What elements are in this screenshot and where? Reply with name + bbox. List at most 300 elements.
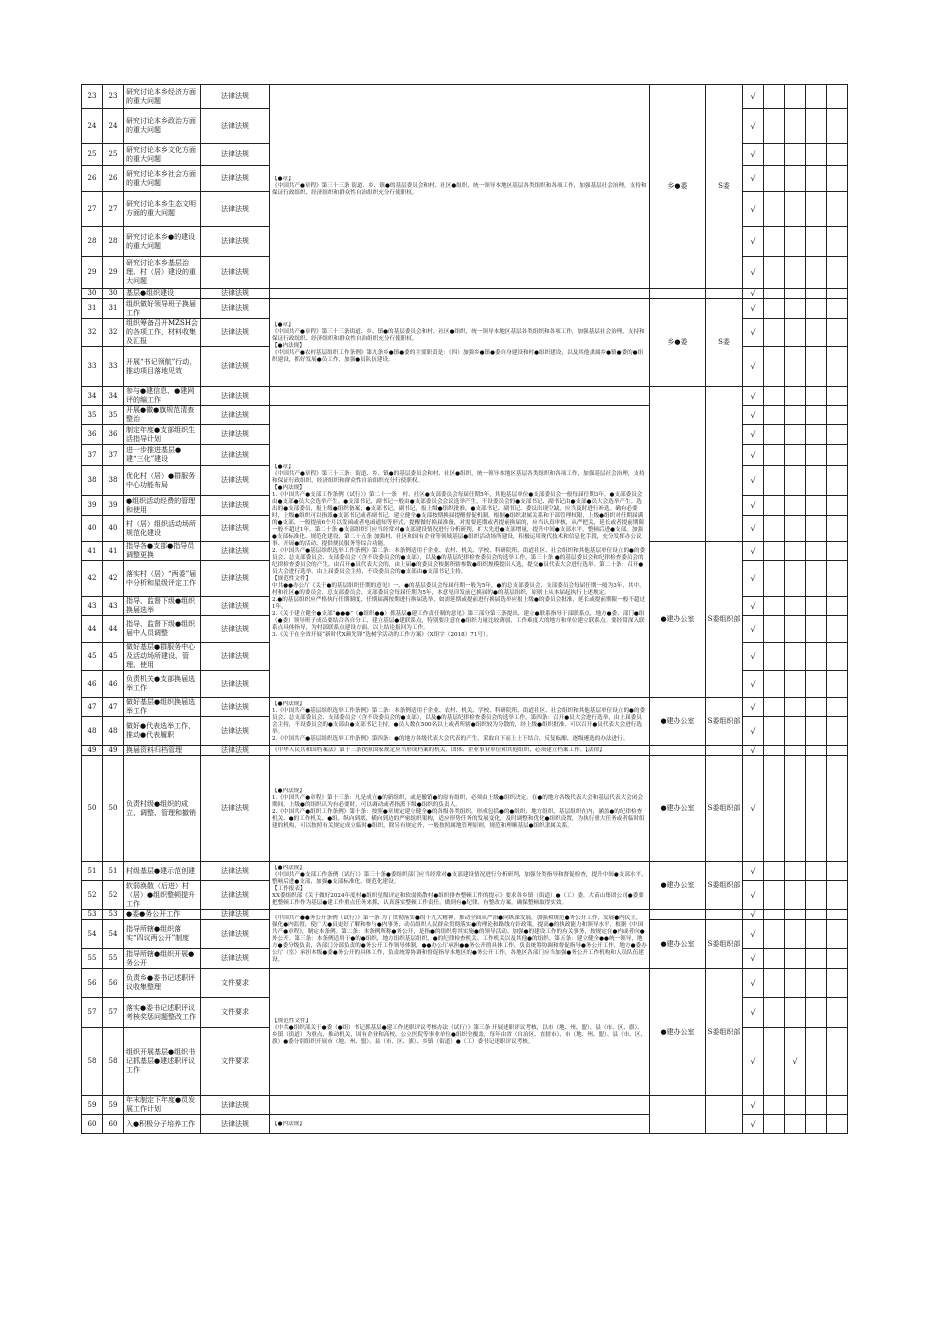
row-seq: 42 (82, 561, 103, 597)
check-cell-1: √ (743, 85, 764, 109)
basis-text: 《中华人民共和国档案法》第十三条按照国家规定应当形成档案的机关、团体、企业事业单位和其他组织，必须建立档案工作。【法律】 (272, 747, 605, 753)
row-source-type: 法律法规 (201, 671, 270, 698)
row-item-no: 25 (103, 144, 124, 166)
row-seq: 28 (82, 227, 103, 257)
row-seq: 26 (82, 166, 103, 192)
supervising-unit-cell (706, 910, 743, 920)
row-seq: 48 (82, 717, 103, 746)
row-seq: 59 (82, 1096, 103, 1115)
check-cell-4 (806, 299, 827, 319)
check-cell-2 (764, 85, 785, 109)
lead-unit-cell (650, 910, 706, 920)
check-cell-2 (764, 542, 785, 561)
check-cell-2 (764, 698, 785, 717)
check-cell-1: √ (743, 257, 764, 289)
check-cell-4 (806, 85, 827, 109)
row-task: 研究讨论本乡社会方面的重大问题 (124, 166, 201, 192)
table-row (82, 969, 848, 998)
row-task: 软弱涣散（后进）村（居）●组织整顿提升工作 (124, 881, 201, 910)
row-seq: 36 (82, 425, 103, 445)
basis-text: 【规范性文件】 《中共●组织部关于●委（●组）书记抓基层●建工作述职评议考核办法（试行）》第三条 开展述职评议考核，以市（地、州、盟）、县（市、区、旗）、乡镇（街道）为重点，推动机关、国有企业和高校、公立医院等事业单位●组织全覆盖，每年由省（自治区、直辖市）、市（地、州、盟）、县（市、区、旗）●委分别组织开展市（地、州、盟）、县（市、区、旗）、乡镇（街道）●（工）委书记述职评议考核。 (272, 1018, 647, 1045)
row-seq: 23 (82, 85, 103, 109)
basis-text: 【●章】 《中国共产●章程》第三十三条街道、乡、镇●的基层委员会和村、社区●组织，统一领导本地区基层各类组织和各项工作，加强基层社会治理，支持和保证行政组织、经济组织和群众性自治组织充分行使职权。 【●内法规】 《中国共产●农村基层组织工作条例》第九条乡●镇●委的主要职责是：（四）加强乡●镇●委自身建设和村●组织建设，以及其他隶属乡●镇●委的●组织建设，抓好发展●员工作，加强●员队伍建设。 (272, 321, 645, 363)
check-cell-3 (785, 998, 806, 1028)
check-cell-2 (764, 643, 785, 671)
basis-text-cell (270, 299, 650, 387)
basis-text: 【●章】 《中国共产●章程》第三十三条 街道、乡、镇●的基层委员会和村、社区●组织，统一领导本地区基层各类组织和各项工作，加强基层社会治理，支持和保证行政组织、经济组织和群众性自治组织充分行使职权。 (272, 176, 647, 196)
check-cell-4 (806, 561, 827, 597)
row-item-no: 36 (103, 425, 124, 445)
check-cell-2 (764, 998, 785, 1028)
check-cell-3 (785, 289, 806, 299)
row-item-no: 58 (103, 1028, 124, 1096)
row-source-type: 法律法规 (201, 597, 270, 616)
row-item-no: 43 (103, 597, 124, 616)
check-cell-3 (785, 1096, 806, 1115)
check-cell-2 (764, 425, 785, 445)
check-cell-2 (764, 969, 785, 998)
row-task: 研究讨论本乡政治方面的重大问题 (124, 109, 201, 144)
row-seq: 49 (82, 746, 103, 756)
check-cell-4 (806, 387, 827, 406)
check-cell-4 (806, 717, 827, 746)
check-cell-2 (764, 144, 785, 166)
check-cell-1: √ (743, 299, 764, 319)
row-item-no: 54 (103, 920, 124, 949)
check-cell-3 (785, 881, 806, 910)
check-cell-2 (764, 387, 785, 406)
supervising-unit-cell: S委组织部 (706, 756, 743, 862)
row-task: 做好基层●组织换届选举工作 (124, 698, 201, 717)
check-cell-1: √ (743, 671, 764, 698)
check-cell-3 (785, 542, 806, 561)
check-cell-3 (785, 85, 806, 109)
check-cell-3 (785, 144, 806, 166)
check-cell-3 (785, 969, 806, 998)
basis-text-cell (270, 85, 650, 289)
row-task: 指导所辖●组织开展●务公开 (124, 949, 201, 969)
check-cell-4 (806, 671, 827, 698)
check-cell-4 (806, 319, 827, 347)
row-item-no: 37 (103, 445, 124, 466)
check-cell-1: √ (743, 616, 764, 643)
row-source-type: 法律法规 (201, 616, 270, 643)
row-seq: 43 (82, 597, 103, 616)
row-item-no: 48 (103, 717, 124, 746)
check-cell-3 (785, 166, 806, 192)
row-seq: 44 (82, 616, 103, 643)
row-item-no: 51 (103, 862, 124, 881)
check-cell-5 (827, 542, 848, 561)
lead-unit-cell: 乡●委 (650, 85, 706, 289)
row-task: 参与●建信息、●建网评的编工作 (124, 387, 201, 406)
row-seq: 35 (82, 406, 103, 425)
check-cell-5 (827, 1028, 848, 1096)
check-cell-2 (764, 109, 785, 144)
lead-unit-cell (650, 289, 706, 299)
row-seq: 51 (82, 862, 103, 881)
check-cell-1: √ (743, 406, 764, 425)
check-cell-1: √ (743, 597, 764, 616)
check-cell-5 (827, 387, 848, 406)
check-cell-2 (764, 445, 785, 466)
lead-unit-cell: ●建办公室 (650, 920, 706, 969)
row-task: 开展“书记领航”行动，推动项目落地见效 (124, 347, 201, 387)
row-source-type: 法律法规 (201, 144, 270, 166)
check-cell-5 (827, 949, 848, 969)
row-seq: 46 (82, 671, 103, 698)
check-cell-4 (806, 227, 827, 257)
row-task: 做好基层●群服务中心及活动场所建设、管理、使用 (124, 643, 201, 671)
check-cell-5 (827, 920, 848, 949)
supervising-unit-cell: S委组织部 (706, 920, 743, 969)
row-item-no: 52 (103, 881, 124, 910)
row-source-type: 法律法规 (201, 85, 270, 109)
basis-text-cell (270, 756, 650, 862)
row-item-no: 38 (103, 466, 124, 496)
row-seq: 38 (82, 466, 103, 496)
row-item-no: 53 (103, 910, 124, 920)
lead-unit-cell (650, 387, 706, 542)
row-source-type: 法律法规 (201, 756, 270, 862)
check-cell-3 (785, 561, 806, 597)
row-item-no: 23 (103, 85, 124, 109)
check-cell-3 (785, 910, 806, 920)
row-source-type: 法律法规 (201, 1115, 270, 1134)
row-source-type: 法律法规 (201, 406, 270, 425)
supervising-unit-cell: S委 (706, 299, 743, 387)
row-seq: 58 (82, 1028, 103, 1096)
row-task: 组织开展基层●组织书记抓基层●建述职评议工作 (124, 1028, 201, 1096)
check-cell-1: √ (743, 881, 764, 910)
row-item-no: 24 (103, 109, 124, 144)
supervising-unit-cell: S委组织部 (706, 542, 743, 698)
row-seq: 54 (82, 920, 103, 949)
row-seq: 39 (82, 496, 103, 516)
check-cell-4 (806, 616, 827, 643)
row-source-type: 法律法规 (201, 387, 270, 406)
table-row (82, 85, 848, 109)
basis-text: 【●内法规】 1.《中国共产●基层组织选举工作条例》第二条：本条例适用于企业、农村、机关、学校、科研院所、街道社区、社会组织和其他基层单位设立的●的委员会、总支部委员会、支部委员会（含不设委员会的●支部），以及●的基层纪律检查委员会的选举工作。第四条：召开●员大会进行选举，由上届委员会主持，不设委员会的●支部由●支部书记主持，●员人数在500名以上或者所辖●组织较为分散的，经上级●组织批准，可以召开●员代表大会进行选举。 2.《中国共产●基层组织选举工作条例》第四条：●的地方各级代表大会代表的产生，采取自下而上上下结合、反复酝酿、逐级遴选的办法进行。 (272, 700, 646, 742)
check-cell-5 (827, 299, 848, 319)
check-cell-4 (806, 192, 827, 227)
check-cell-5 (827, 969, 848, 998)
basis-text: 【●内法规】 1.《中国共产●章程》第十三条：凡是成立●的新组织，或是撤销●的原有组织，必须由上级●组织决定。在●的地方各级代表大会和基层代表大会闭会期间，上级●的组织认为有必要时，可以调动或者指派下级●组织的负责人。 2.《中国共产●组织工作条例》第十条：按照●章规定建立健全●的各级各类组织，形成包括●的●组织、地方组织、基层组织在内，涵盖●的纪律检查机关、●的工作机关、●组、纵向到底、横向到边的严密组织架构，适应形势任务的发展变化，及时调整和优化●组织设置，为执行重大任务或者临时组建的机构，可以按照有关规定成立临时●组织，除另有规定外，一般按照属地管理原则，规范和理顺基层●组织隶属关系。 (272, 787, 645, 829)
check-cell-4 (806, 109, 827, 144)
row-item-no: 57 (103, 998, 124, 1028)
row-seq: 30 (82, 289, 103, 299)
row-item-no: 32 (103, 319, 124, 347)
check-cell-5 (827, 643, 848, 671)
row-source-type: 法律法规 (201, 949, 270, 969)
row-seq: 56 (82, 969, 103, 998)
check-cell-2 (764, 319, 785, 347)
row-item-no: 33 (103, 347, 124, 387)
check-cell-2 (764, 1096, 785, 1115)
check-cell-5 (827, 425, 848, 445)
check-cell-1: √ (743, 1096, 764, 1115)
check-cell-5 (827, 516, 848, 542)
supervising-unit-cell: S委组织部 (706, 969, 743, 1096)
row-item-no: 60 (103, 1115, 124, 1134)
check-cell-3 (785, 516, 806, 542)
check-cell-2 (764, 910, 785, 920)
row-seq: 55 (82, 949, 103, 969)
check-cell-4 (806, 1096, 827, 1115)
row-task: 负责乡●委书记述职评议收集整理 (124, 969, 201, 998)
check-cell-1: √ (743, 109, 764, 144)
check-cell-1: √ (743, 862, 764, 881)
check-cell-2 (764, 516, 785, 542)
row-seq: 37 (82, 445, 103, 466)
row-item-no: 44 (103, 616, 124, 643)
row-task: 开展●徽●旗规范清查整治 (124, 406, 201, 425)
row-source-type: 法律法规 (201, 299, 270, 319)
row-seq: 34 (82, 387, 103, 406)
check-cell-2 (764, 192, 785, 227)
basis-text-cell (270, 698, 650, 746)
row-source-type: 文件要求 (201, 1028, 270, 1096)
check-cell-2 (764, 746, 785, 756)
check-cell-3 (785, 597, 806, 616)
row-task: 村级基层●建示范创建 (124, 862, 201, 881)
row-item-no: 56 (103, 969, 124, 998)
basis-text: 【●内法规】 《中国共产●支部工作条例（试行）》第三十条●委组织部门应当经常对●支部建设情况进行分析研判，加强分类指导和督促检查，提升中间●支部水平，整顿后进●支部，加强●支部标准化、规范化建设。 【工作报表】 XX委组织部《关于做好2024年度村●组织星级评定和软弱涣散村●组织排查整顿工作的提示》要求各乡镇（街道）●（工）委，大苗山集团公司●委要把整顿工作作为基层●建工作重点任务来抓，认真落实整顿工作责任，做到有●纪律，有整改方案，确保整顿取得实效。 (272, 864, 647, 906)
check-cell-3 (785, 425, 806, 445)
check-cell-4 (806, 257, 827, 289)
row-task: 入●积极分子培养工作 (124, 1115, 201, 1134)
row-seq: 24 (82, 109, 103, 144)
check-cell-1: √ (743, 192, 764, 227)
check-cell-1: √ (743, 516, 764, 542)
row-seq: 40 (82, 516, 103, 542)
check-cell-2 (764, 862, 785, 881)
lead-unit-cell: ●建办公室 (650, 698, 706, 746)
row-task: 换届资料归档管理 (124, 746, 201, 756)
check-cell-3 (785, 746, 806, 756)
check-cell-3 (785, 671, 806, 698)
lead-unit-cell (650, 746, 706, 756)
check-cell-4 (806, 1115, 827, 1134)
row-seq: 47 (82, 698, 103, 717)
row-source-type: 法律法规 (201, 257, 270, 289)
check-cell-2 (764, 347, 785, 387)
check-cell-3 (785, 192, 806, 227)
row-source-type: 法律法规 (201, 746, 270, 756)
check-cell-5 (827, 616, 848, 643)
supervising-unit-cell (706, 289, 743, 299)
supervising-unit-cell (706, 746, 743, 756)
lead-unit-cell (650, 1096, 706, 1134)
check-cell-3 (785, 616, 806, 643)
check-cell-1: √ (743, 319, 764, 347)
check-cell-5 (827, 597, 848, 616)
basis-text: 【●内法规】 (272, 1120, 305, 1127)
row-item-no: 47 (103, 698, 124, 717)
row-task: 组织筹备召开MZSH会的各项工作，材料收集及汇报 (124, 319, 201, 347)
check-cell-5 (827, 257, 848, 289)
row-task: 落实村（居）“两委”届中分析和星级评定工作 (124, 561, 201, 597)
row-source-type: 文件要求 (201, 969, 270, 998)
check-cell-1: √ (743, 717, 764, 746)
check-cell-2 (764, 406, 785, 425)
check-cell-3 (785, 920, 806, 949)
check-cell-5 (827, 496, 848, 516)
basis-text-cell (270, 1096, 650, 1115)
supervising-unit-cell (706, 387, 743, 542)
check-cell-1: √ (743, 910, 764, 920)
duty-list-page (81, 84, 847, 1134)
check-cell-2 (764, 227, 785, 257)
row-item-no: 55 (103, 949, 124, 969)
check-cell-3 (785, 643, 806, 671)
check-cell-1: √ (743, 698, 764, 717)
check-cell-3 (785, 299, 806, 319)
check-cell-1: √ (743, 561, 764, 597)
check-cell-4 (806, 347, 827, 387)
check-cell-1: √ (743, 998, 764, 1028)
row-source-type: 法律法规 (201, 425, 270, 445)
check-cell-4 (806, 698, 827, 717)
row-item-no: 42 (103, 561, 124, 597)
check-cell-5 (827, 85, 848, 109)
row-source-type: 法律法规 (201, 516, 270, 542)
check-cell-4 (806, 1028, 827, 1096)
row-source-type: 文件要求 (201, 998, 270, 1028)
row-task: 研究讨论本乡经济方面的重大问题 (124, 85, 201, 109)
row-task: 落实●委书记述职评议考核奖惩问题整改工作 (124, 998, 201, 1028)
supervising-unit-cell: S委组织部 (706, 862, 743, 910)
check-cell-5 (827, 698, 848, 717)
check-cell-1: √ (743, 347, 764, 387)
table-row (82, 387, 848, 406)
check-cell-4 (806, 746, 827, 756)
row-source-type: 法律法规 (201, 920, 270, 949)
check-cell-4 (806, 756, 827, 862)
check-cell-1: √ (743, 756, 764, 862)
row-task: 进一步推进基层●建“三化”建设 (124, 445, 201, 466)
check-cell-2 (764, 717, 785, 746)
row-task: 基层●组织建设 (124, 289, 201, 299)
row-seq: 60 (82, 1115, 103, 1134)
supervising-unit-cell: S委组织部 (706, 698, 743, 746)
row-source-type: 法律法规 (201, 166, 270, 192)
check-cell-2 (764, 496, 785, 516)
check-cell-5 (827, 862, 848, 881)
check-cell-1: √ (743, 969, 764, 998)
row-item-no: 50 (103, 756, 124, 862)
row-source-type: 法律法规 (201, 319, 270, 347)
row-source-type: 法律法规 (201, 289, 270, 299)
row-item-no: 31 (103, 299, 124, 319)
basis-text-cell (270, 289, 650, 299)
check-cell-2 (764, 756, 785, 862)
check-cell-4 (806, 920, 827, 949)
row-task: ●组织活动经费的管理和使用 (124, 496, 201, 516)
check-cell-4 (806, 969, 827, 998)
basis-text-cell (270, 387, 650, 406)
check-cell-2 (764, 1028, 785, 1096)
lead-unit-cell: ●建办公室 (650, 862, 706, 910)
check-cell-3 (785, 109, 806, 144)
basis-text-cell (270, 746, 650, 756)
check-cell-4 (806, 862, 827, 881)
table-row (82, 756, 848, 862)
check-cell-1: √ (743, 445, 764, 466)
check-cell-1: √ (743, 496, 764, 516)
check-cell-4 (806, 516, 827, 542)
check-cell-4 (806, 425, 827, 445)
row-item-no: 29 (103, 257, 124, 289)
row-seq: 45 (82, 643, 103, 671)
row-seq: 50 (82, 756, 103, 862)
row-item-no: 59 (103, 1096, 124, 1115)
basis-text: 【●章】 《中国共产●章程》第三十三条：街道、乡、镇●的基层委员会和村、社区●组织，统一领导本地区基层各类组织和各项工作，加强基层社会治理，支持和保证行政组织、经济组织和群众性自治组织充分行使职权。 【●内法规】 1.《中国共产●支部工作条例（试行）》第二十一条 村、社区●支部委员会每届任期5年，其他基层单位●支部委员会一般每届任期3年。●支部委员会由●支部●员大会选举产生。●支部书记、副书记一般由●支部委员会会议选举产生，不设委员会的●支部书记、副书记由●支部●员大会选举产生。选出的●支部委员，报上级●组织备案；●支部书记、副书记，报上级●组织批准。●支部书记、副书记、委员出现空缺，应当及时进行补选。确有必要时，上级●组织可以指派●支部书记或者副书记，建立健全●支部按期换届提醒督促机制，根据●组织隶属关系和干部管理权限，上级●组织对任期届满的●支部，一般提前6个月以发函或者电函通知等形式，提醒做好换届准备，对需要延期或者提前换届的，应当认真审核，从严把关，延长或者提前期限一般不超过1年。第二十条 ●支部组织门应当经常对●支部建设情况进行分析研判，扩大先进●支部增量，提升中间●支部水平，整顿后进●支部，加强●支部标准化、规范化建设，第二十五条 加强村、社区和国有企业等领域基层●组织活动场所建设，积极运用现代技术和信息化手段，充分发挥办公议事、开展●的活动、提供便民服务等综合功能。 2.《中国共产●基层组织选举工作条例》第二条：本条例适用于企业、农村、机关、学校、科研院所、街道社区、社会组织和其他基层单位设立的●的委员会、总支部委员会、支部委员会（含不设委员会的●支部），以及●的基层纪律检查委员会的选举工作。第三十条 ●的基层委员会和纪律检查委员会的纪律检查委员会的产生，由召开●员代表大会的，由上届●的委员会根据所辖参数●组织规模提出人选，提交●员代表大会进行选举。第二十条：召开●员大会进行选举，由上届委员会主持，不设委员会的●支部由●支部书记主持。 【规范性文件】 中共●●办公厅《关于●的基层组织任期的意见》一、●的基层委员会每届任期一般为5年，●的总支部委员会、支部委员会每届任期一般为3年，其中，村和社区●的委员会、总支部委员会、支部委员会每届任期为5年，本意见印发前已换届的●的基层组织，原则上从本届起执行上述规定。 2.●的基层组织应严格执行任期制度，任期届满按期进行换届选举，如需延期或提前进行换届选举应报上级●的委员会批准，延长或提前期限一般不超过1年。 2.《关于建立健全●支部“●●●”（●组织●●）抓基层●建工作责任制的意见》第三部分第三条提出，建立●联系指导干部联系点，地方●委、部门●组（●委）领导班子成员要结合各自分工，建立基层●建联系点，特别要注意在●组织力量比较薄弱、工作难度大的地方和单位建立联系点。要经常深入联系点具体指导，为村部联系点建设方面，以上结论报回为工作。 3.《关于在全省开展“新时代X颜先锋”选树学活动的工作方案》（X组字（2018）71号）。 (272, 464, 646, 638)
row-task: 研究讨论本乡生态文明方面的重大问题 (124, 192, 201, 227)
check-cell-5 (827, 910, 848, 920)
check-cell-2 (764, 289, 785, 299)
row-task: 优化村（居）●群服务中心功能布局 (124, 466, 201, 496)
row-seq: 31 (82, 299, 103, 319)
check-cell-3 (785, 1115, 806, 1134)
check-cell-3 (785, 347, 806, 387)
check-cell-5 (827, 1096, 848, 1115)
check-cell-3: √ (785, 1028, 806, 1096)
table-row (82, 910, 848, 920)
check-cell-2 (764, 881, 785, 910)
row-seq: 33 (82, 347, 103, 387)
check-cell-4 (806, 406, 827, 425)
row-item-no: 35 (103, 406, 124, 425)
check-cell-1: √ (743, 227, 764, 257)
row-seq: 25 (82, 144, 103, 166)
row-item-no: 28 (103, 227, 124, 257)
check-cell-5 (827, 756, 848, 862)
check-cell-1: √ (743, 166, 764, 192)
check-cell-2 (764, 257, 785, 289)
row-source-type: 法律法规 (201, 466, 270, 496)
row-source-type: 法律法规 (201, 698, 270, 717)
check-cell-5 (827, 347, 848, 387)
check-cell-5 (827, 192, 848, 227)
row-item-no: 27 (103, 192, 124, 227)
row-item-no: 26 (103, 166, 124, 192)
check-cell-3 (785, 949, 806, 969)
check-cell-4 (806, 910, 827, 920)
row-item-no: 30 (103, 289, 124, 299)
check-cell-5 (827, 561, 848, 597)
check-cell-5 (827, 881, 848, 910)
row-source-type: 法律法规 (201, 561, 270, 597)
lead-unit-cell: 乡●委 (650, 299, 706, 387)
check-cell-4 (806, 949, 827, 969)
row-seq: 41 (82, 542, 103, 561)
check-cell-4 (806, 998, 827, 1028)
check-cell-4 (806, 597, 827, 616)
check-cell-3 (785, 445, 806, 466)
row-item-no: 41 (103, 542, 124, 561)
check-cell-5 (827, 998, 848, 1028)
row-source-type: 法律法规 (201, 643, 270, 671)
basis-text-cell (270, 862, 650, 910)
row-source-type: 法律法规 (201, 542, 270, 561)
check-cell-4 (806, 881, 827, 910)
table-row (82, 299, 848, 319)
check-cell-3 (785, 756, 806, 862)
lead-unit-cell: ●建办公室 (650, 969, 706, 1096)
row-task: ●委●务公开工作 (124, 910, 201, 920)
check-cell-5 (827, 319, 848, 347)
